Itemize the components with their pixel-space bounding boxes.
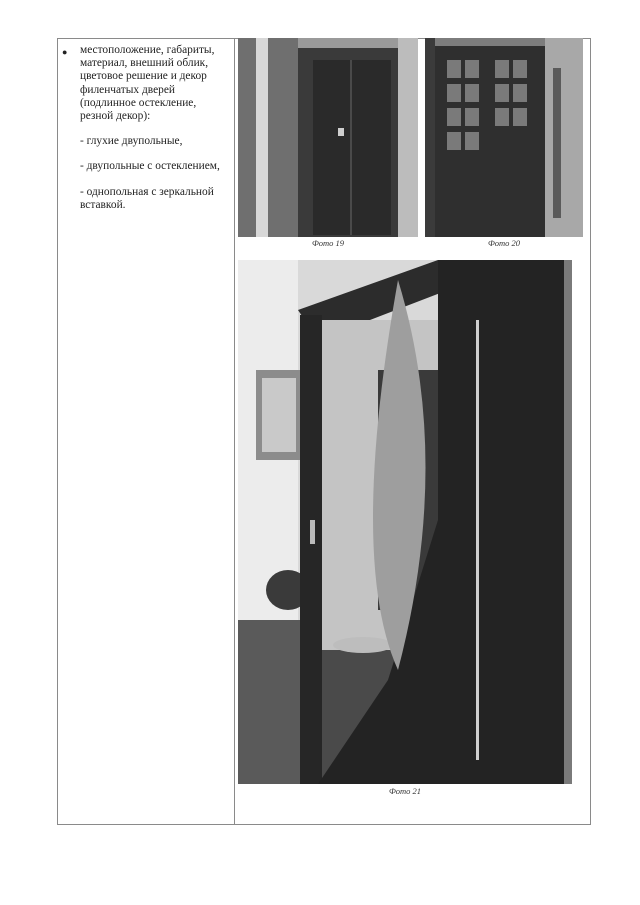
description-column	[62, 44, 228, 212]
list-item: - глухие двупольные,	[80, 135, 183, 148]
list-item: - двупольные с остеклением,	[80, 160, 220, 173]
caption-photo-20: Фото 20	[487, 238, 521, 248]
photo-21	[238, 260, 572, 784]
bullet-icon: ●	[62, 47, 68, 57]
description-main: местоположение, габариты, материал, внешний облик, цветовое решение и декор филенчатых дверей (подлинное остекление, резной декор):	[80, 44, 215, 123]
photo-19	[238, 38, 418, 237]
list-item: - однопольная с зеркальной вставкой.	[80, 185, 214, 211]
photo-20	[425, 38, 583, 237]
column-divider	[234, 38, 235, 825]
caption-photo-19: Фото 19	[311, 238, 345, 248]
caption-photo-21: Фото 21	[388, 786, 422, 796]
